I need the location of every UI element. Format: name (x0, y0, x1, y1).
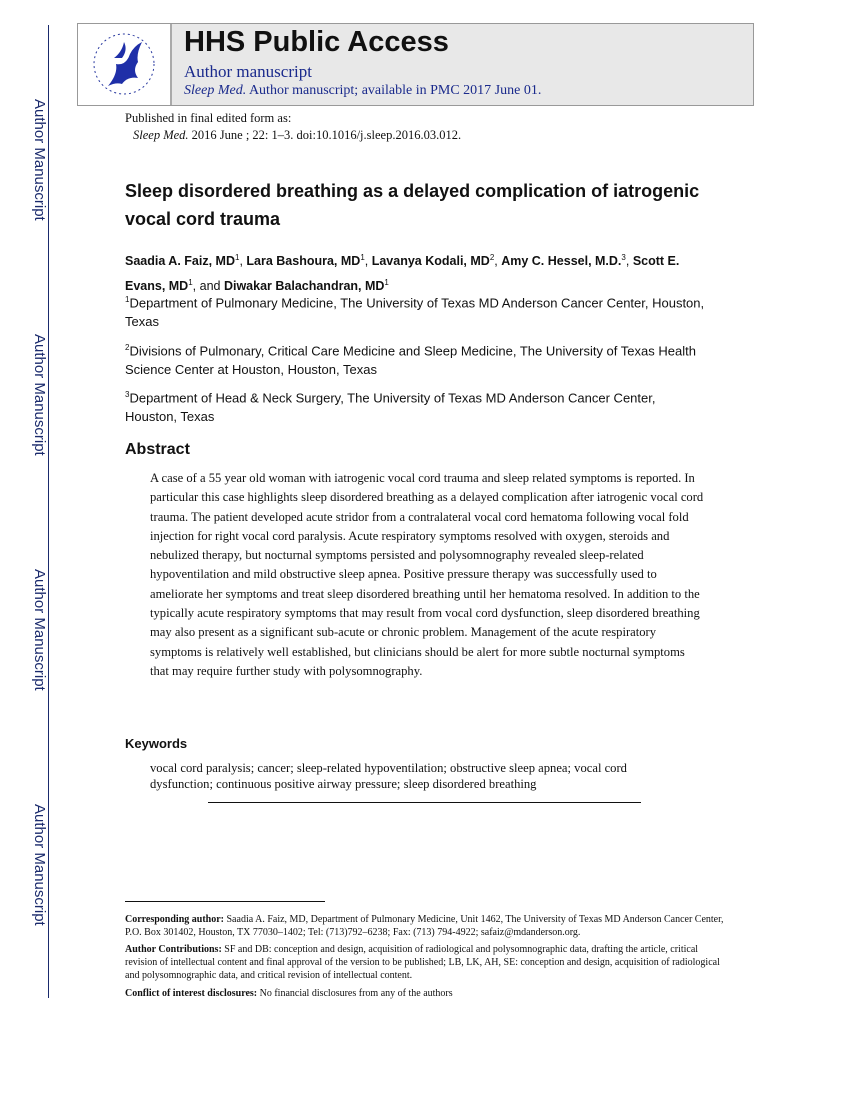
footnote-corresponding (125, 913, 730, 939)
affiliation-number: 3 (125, 390, 130, 399)
affiliation-text: Divisions of Pulmonary, Critical Care Medicine and Sleep Medicine, The University of Texas Health Science Center at Houston, Houston, Texas (125, 343, 696, 378)
affiliation (125, 290, 705, 331)
author-name: Diwakar Balachandran, MD (223, 279, 385, 294)
author-separator: , (494, 254, 502, 269)
journal-name: Sleep Med. (133, 128, 189, 142)
author-separator: , and (192, 279, 224, 294)
affiliation (125, 385, 705, 426)
availability-text: Author manuscript; available in PMC 2017 June 01. (248, 83, 542, 98)
author-affiliation: 1 (234, 253, 240, 262)
citation: 2016 June ; 22: 1–3. doi:10.1016/j.sleep.2016.03.012. (191, 128, 462, 142)
author-name: Amy C. Hessel, M.D. (501, 254, 622, 269)
header-availability (184, 83, 541, 99)
article-title: Sleep disordered breathing as a delayed complication of iatrogenic vocal cord trauma (125, 181, 700, 229)
author-affiliation: 2 (489, 253, 495, 262)
author-separator: , (625, 254, 633, 269)
margin-rule (48, 25, 49, 998)
footnote-conflict (125, 987, 730, 1000)
journal-name: Sleep Med. (184, 83, 247, 98)
abstract-text: A case of a 55 year old woman with iatrogenic vocal cord trauma and sleep related symptoms is reported. In particular this case highlights sleep disordered breathing as a delayed complication after iatrogenic vocal cord trauma. The patient developed acute stridor from a contralateral vocal cord hematoma following vocal fold injection for right vocal cord paralysis. Acute respiratory symptoms resolved with oxygen, steroids and nebulized therapy, but nocturnal symptoms persisted and polysomnography revealed sleep-related hypoventilation and mild obstructive sleep apnea. Positive pressure therapy was successfully used to ameliorate her symptoms and treat sleep disordered breathing until her hematoma resolved. In addition to the typically acute respiratory symptoms that may result from vocal cord dysfunction, sleep disordered breathing may also present as a significant sub-acute or chronic problem. Management of the acute respiratory symptoms is relatively well established, but clinicians should be alert for more subtle nocturnal symptoms that may require further study with polysomnography. (150, 471, 704, 678)
publication-info (125, 110, 461, 144)
header-subtitle: Author manuscript (184, 62, 312, 81)
affiliation-number: 1 (125, 295, 130, 304)
side-label: Author Manuscript (31, 334, 48, 456)
affiliation-text: Department of Head & Neck Surgery, The University of Texas MD Anderson Cancer Center, Houston, Texas (125, 390, 656, 425)
author-affiliation: 3 (621, 253, 626, 262)
keywords-heading: Keywords (125, 736, 188, 751)
author-name: Lavanya Kodali, MD (371, 254, 490, 269)
side-label: Author Manuscript (31, 99, 48, 221)
footnote-label: Corresponding author: (125, 914, 224, 925)
affiliation (125, 338, 705, 379)
footnote-label: Conflict of interest disclosures: (125, 988, 258, 999)
footnote-text: Saadia A. Faiz, MD, Department of Pulmonary Medicine, Unit 1462, The University of Texas MD Anderson Cancer Center, P.O. Box 301402, Houston, TX 77030–1402; Tel: (713)792–6238; Fax: (713) 794-4922; safaiz@mdanderson.org. (125, 914, 724, 938)
author-name: Saadia A. Faiz, MD (125, 254, 235, 269)
divider (208, 802, 641, 803)
author-name: Scott E. Evans, MD (125, 254, 680, 294)
affiliation-text: Department of Pulmonary Medicine, The University of Texas MD Anderson Cancer Center, Houston, Texas (125, 295, 705, 330)
published-label: Published in final edited form as: (125, 111, 292, 125)
footnote-rule (125, 901, 325, 902)
author-separator: , (239, 254, 247, 269)
author-name: Lara Bashoura, MD (246, 254, 361, 269)
affiliation-number: 2 (125, 343, 130, 352)
author-affiliation: 1 (384, 278, 389, 288)
side-label: Author Manuscript (31, 569, 48, 691)
keywords-text: vocal cord paralysis; cancer; sleep-related hypoventilation; obstructive sleep apnea; vocal cord dysfunction; continuous positive airway pressure; sleep disordered breathing (150, 761, 627, 791)
author-affiliation: 1 (360, 253, 365, 262)
footnote-text: No financial disclosures from any of the authors (257, 988, 453, 999)
side-label: Author Manuscript (31, 804, 48, 926)
footnote-contributions (125, 943, 730, 982)
hhs-header (77, 23, 754, 106)
footnote-text: SF and DB: conception and design, acquisition of radiological and polysomnographic data, drafting the article, critical revision of intellectual content and final approval of the version to be published; LB, LK, AH, SE: conception and design, acquisition of radiological and polysomnographic data, and critical revision of intellectual content. (125, 944, 720, 981)
author-affiliation: 1 (188, 278, 193, 288)
hhs-logo-icon (78, 24, 172, 105)
header-title: HHS Public Access (184, 26, 449, 58)
author-separator: , (364, 254, 372, 269)
abstract-heading: Abstract (125, 441, 190, 458)
footnote-label: Author Contributions: (125, 944, 222, 955)
